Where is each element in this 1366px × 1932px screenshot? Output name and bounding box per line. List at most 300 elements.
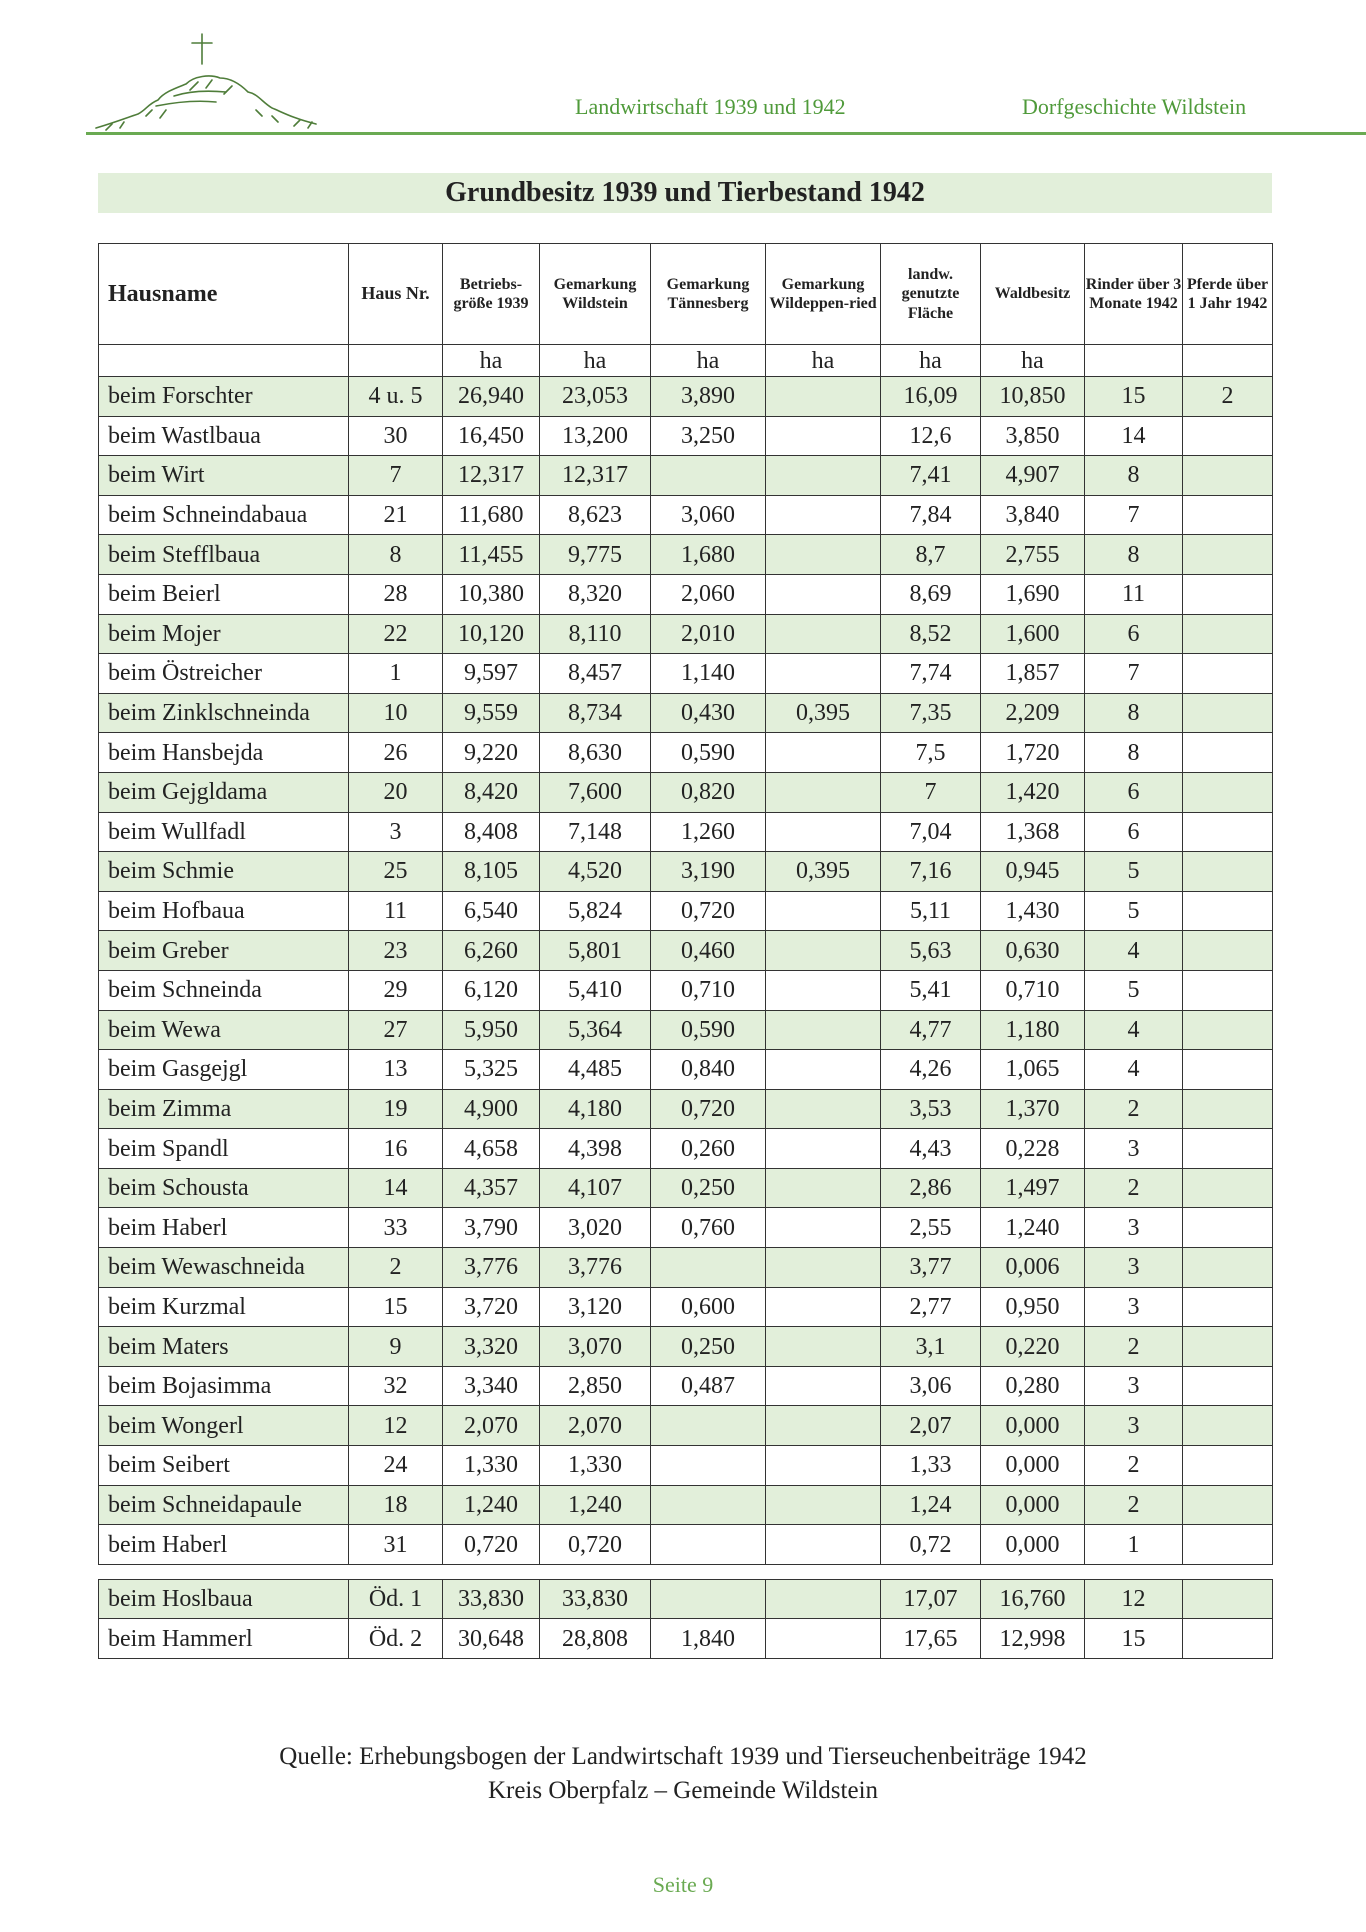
table-cell: 20: [349, 772, 443, 812]
table-cell: 3,320: [443, 1327, 540, 1367]
table-cell: 5,11: [881, 891, 981, 931]
table-cell: 8,7: [881, 535, 981, 575]
table-cell: 1,840: [651, 1619, 766, 1659]
table-cell: 0,395: [766, 693, 881, 733]
house-name-cell: beim Haberl: [99, 1525, 349, 1565]
table-row: [99, 1248, 1273, 1288]
table-cell: 17,65: [881, 1619, 981, 1659]
table-cell: 16,450: [443, 416, 540, 456]
table-cell: 1,368: [981, 812, 1085, 852]
table-cell: 0,250: [651, 1327, 766, 1367]
table-cell: 0,006: [981, 1248, 1085, 1288]
table-cell: 4,398: [540, 1129, 651, 1169]
table-cell: 4,26: [881, 1050, 981, 1090]
table-cell: 1,180: [981, 1010, 1085, 1050]
table-cell: 7,35: [881, 693, 981, 733]
house-name-cell: beim Schneidapaule: [99, 1485, 349, 1525]
table-row: [99, 1485, 1273, 1525]
table-cell: 15: [1085, 377, 1183, 417]
table-cell: 10,850: [981, 377, 1085, 417]
table-cell: 0,395: [766, 852, 881, 892]
table-cell: [1183, 614, 1273, 654]
table-cell: [1183, 970, 1273, 1010]
table-cell: 0,720: [443, 1525, 540, 1565]
table-cell: 1,33: [881, 1446, 981, 1486]
table-cell: 4,180: [540, 1089, 651, 1129]
table-cell: 3: [1085, 1248, 1183, 1288]
hilltop-cross-logo-icon: [86, 30, 326, 136]
table-cell: 0,228: [981, 1129, 1085, 1169]
table-cell: [766, 891, 881, 931]
table-cell: 1,720: [981, 733, 1085, 773]
table-cell: 1,370: [981, 1089, 1085, 1129]
table-row: [99, 1327, 1273, 1367]
table-cell: 5: [1085, 852, 1183, 892]
table-cell: 0,710: [981, 970, 1085, 1010]
table-cell: [766, 1525, 881, 1565]
table-cell: [1183, 1366, 1273, 1406]
house-name-cell: beim Forschter: [99, 377, 349, 417]
table-cell: 3: [1085, 1287, 1183, 1327]
units-row: [99, 345, 1273, 377]
table-cell: [766, 1129, 881, 1169]
column-header: Betriebs-größe 1939: [443, 244, 540, 345]
table-cell: [766, 931, 881, 971]
table-cell: 8,320: [540, 574, 651, 614]
house-name-cell: beim Stefflbaua: [99, 535, 349, 575]
table-cell: 1: [349, 654, 443, 694]
table-cell: 2: [1085, 1089, 1183, 1129]
table-cell: [651, 1579, 766, 1619]
table-cell: [1183, 1406, 1273, 1446]
table-cell: 0,280: [981, 1366, 1085, 1406]
unit-cell: ha: [981, 345, 1085, 377]
table-cell: 2: [1183, 377, 1273, 417]
gap-cell: [99, 1564, 1273, 1579]
table-cell: 8,457: [540, 654, 651, 694]
table-cell: [1183, 891, 1273, 931]
table-cell: [766, 377, 881, 417]
table-cell: 4,107: [540, 1168, 651, 1208]
table-cell: 0,720: [651, 1089, 766, 1129]
table-cell: 5,325: [443, 1050, 540, 1090]
table-cell: 3,850: [981, 416, 1085, 456]
table-cell: 0,000: [981, 1406, 1085, 1446]
table-cell: 21: [349, 495, 443, 535]
table-cell: 1: [1085, 1525, 1183, 1565]
table-cell: [1183, 416, 1273, 456]
table-cell: 13: [349, 1050, 443, 1090]
table-cell: 3: [1085, 1208, 1183, 1248]
table-cell: 7,41: [881, 456, 981, 496]
table-cell: 7,5: [881, 733, 981, 773]
house-name-cell: beim Wongerl: [99, 1406, 349, 1446]
table-cell: [1183, 1208, 1273, 1248]
table-body: [99, 377, 1273, 1659]
table-cell: [766, 416, 881, 456]
table-cell: 26: [349, 733, 443, 773]
table-cell: 3,070: [540, 1327, 651, 1367]
table-cell: [766, 1168, 881, 1208]
table-cell: 3,720: [443, 1287, 540, 1327]
source-note: [0, 1740, 1366, 1808]
table-cell: [766, 1579, 881, 1619]
table-cell: 7,600: [540, 772, 651, 812]
table-row: [99, 1619, 1273, 1659]
table-cell: [766, 1287, 881, 1327]
table-cell: 16,760: [981, 1579, 1085, 1619]
column-header: Rinder über 3 Monate 1942: [1085, 244, 1183, 345]
table-cell: 7,84: [881, 495, 981, 535]
house-name-cell: beim Schneindabaua: [99, 495, 349, 535]
table-cell: 8: [1085, 733, 1183, 773]
table-cell: 5,41: [881, 970, 981, 1010]
table-cell: 7,74: [881, 654, 981, 694]
table-cell: 2,010: [651, 614, 766, 654]
table-cell: 4,900: [443, 1089, 540, 1129]
header-divider: [86, 132, 1366, 135]
table-cell: 5,63: [881, 931, 981, 971]
table-cell: 4,77: [881, 1010, 981, 1050]
table-cell: 9: [349, 1327, 443, 1367]
table-row: [99, 1525, 1273, 1565]
table-cell: 3,060: [651, 495, 766, 535]
table-cell: 5,364: [540, 1010, 651, 1050]
page-number: Seite 9: [652, 1872, 714, 1897]
table-cell: 3,790: [443, 1208, 540, 1248]
table-cell: 0,600: [651, 1287, 766, 1327]
table-cell: Öd. 2: [349, 1619, 443, 1659]
column-header: Gemarkung Tännesberg: [651, 244, 766, 345]
table-cell: 22: [349, 614, 443, 654]
table-cell: 0,460: [651, 931, 766, 971]
table-cell: [766, 812, 881, 852]
column-header: Haus Nr.: [349, 244, 443, 345]
table-cell: 16,09: [881, 377, 981, 417]
table-row: [99, 772, 1273, 812]
table-cell: 3,776: [540, 1248, 651, 1288]
house-name-cell: beim Schneinda: [99, 970, 349, 1010]
table-row: [99, 891, 1273, 931]
table-cell: [1183, 535, 1273, 575]
table-cell: 5,410: [540, 970, 651, 1010]
table-cell: 2,07: [881, 1406, 981, 1446]
table-cell: 17,07: [881, 1579, 981, 1619]
table-cell: 0,720: [540, 1525, 651, 1565]
table-cell: [766, 1248, 881, 1288]
table-cell: 13,200: [540, 416, 651, 456]
table-cell: 3: [1085, 1366, 1183, 1406]
table-cell: 9,775: [540, 535, 651, 575]
unit-cell: ha: [540, 345, 651, 377]
table-cell: 12: [349, 1406, 443, 1446]
table-cell: [1183, 693, 1273, 733]
table-cell: 8,734: [540, 693, 651, 733]
table-cell: [766, 772, 881, 812]
table-cell: 33,830: [540, 1579, 651, 1619]
table-cell: 4: [1085, 1050, 1183, 1090]
table-cell: 2,070: [540, 1406, 651, 1446]
unit-cell: ha: [881, 345, 981, 377]
table-row: [99, 1446, 1273, 1486]
table-cell: 2: [1085, 1168, 1183, 1208]
table-cell: 4: [1085, 1010, 1183, 1050]
table-row: [99, 970, 1273, 1010]
table-cell: 8: [1085, 456, 1183, 496]
table-cell: [1183, 931, 1273, 971]
table-cell: 18: [349, 1485, 443, 1525]
house-name-cell: beim Wastlbaua: [99, 416, 349, 456]
table-cell: [766, 970, 881, 1010]
table-cell: [651, 1248, 766, 1288]
unit-cell: ha: [766, 345, 881, 377]
table-cell: 2,850: [540, 1366, 651, 1406]
source-line: Kreis Oberpfalz – Gemeinde Wildstein: [487, 1777, 879, 1804]
table-cell: 23,053: [540, 377, 651, 417]
table-cell: 1,330: [540, 1446, 651, 1486]
table-cell: 10: [349, 693, 443, 733]
house-name-cell: beim Seibert: [99, 1446, 349, 1486]
table-cell: [766, 654, 881, 694]
house-name-cell: beim Hoslbaua: [99, 1579, 349, 1619]
table-cell: 24: [349, 1446, 443, 1486]
table-row: [99, 416, 1273, 456]
table-cell: [766, 1050, 881, 1090]
table-cell: 7,04: [881, 812, 981, 852]
table-cell: [1183, 1010, 1273, 1050]
column-header: landw. genutzte Fläche: [881, 244, 981, 345]
house-name-cell: beim Spandl: [99, 1129, 349, 1169]
table-cell: 2: [1085, 1446, 1183, 1486]
table-cell: [766, 1619, 881, 1659]
table-cell: 11: [349, 891, 443, 931]
table-cell: 2: [349, 1248, 443, 1288]
table-cell: 3,190: [651, 852, 766, 892]
table-cell: 2,86: [881, 1168, 981, 1208]
table-cell: 6: [1085, 614, 1183, 654]
table-cell: 0,840: [651, 1050, 766, 1090]
table-cell: [1183, 1287, 1273, 1327]
table-cell: [651, 1446, 766, 1486]
house-name-cell: beim Beierl: [99, 574, 349, 614]
table-cell: [766, 456, 881, 496]
table-row: [99, 1050, 1273, 1090]
table-cell: 5,824: [540, 891, 651, 931]
table-cell: 30,648: [443, 1619, 540, 1659]
table-cell: [1183, 1129, 1273, 1169]
table-cell: 8,52: [881, 614, 981, 654]
table-cell: [651, 456, 766, 496]
table-cell: 1,240: [443, 1485, 540, 1525]
source-line: Quelle: Erhebungsbogen der Landwirtschaft 1939 und Tierseuchenbeiträge 1942: [279, 1743, 1087, 1770]
table-row: [99, 733, 1273, 773]
page-title: Grundbesitz 1939 und Tierbestand 1942: [98, 173, 1272, 213]
table-cell: 4,658: [443, 1129, 540, 1169]
table-cell: 10,380: [443, 574, 540, 614]
table-cell: 0,720: [651, 891, 766, 931]
table-cell: [1183, 852, 1273, 892]
table-cell: 8,630: [540, 733, 651, 773]
table-cell: 28: [349, 574, 443, 614]
table-cell: 0,590: [651, 1010, 766, 1050]
table-cell: 15: [349, 1287, 443, 1327]
table-cell: 1,140: [651, 654, 766, 694]
table-cell: [1183, 1248, 1273, 1288]
table-cell: 4,907: [981, 456, 1085, 496]
table-cell: 32: [349, 1366, 443, 1406]
table-cell: [1183, 772, 1273, 812]
unit-cell: [1183, 345, 1273, 377]
table-cell: [766, 1208, 881, 1248]
table-row: [99, 1089, 1273, 1129]
table-cell: 8,623: [540, 495, 651, 535]
table-cell: 3: [1085, 1129, 1183, 1169]
table-cell: 0,260: [651, 1129, 766, 1169]
table-row: [99, 812, 1273, 852]
table-row: [99, 852, 1273, 892]
table-cell: 1,24: [881, 1485, 981, 1525]
table-cell: 3,890: [651, 377, 766, 417]
table-cell: 0,000: [981, 1485, 1085, 1525]
column-header: Hausname: [99, 244, 349, 345]
table-cell: 8,408: [443, 812, 540, 852]
table-cell: 3,840: [981, 495, 1085, 535]
table-cell: [1183, 574, 1273, 614]
table-cell: 5,950: [443, 1010, 540, 1050]
table-cell: 5,801: [540, 931, 651, 971]
table-cell: 0,430: [651, 693, 766, 733]
table-cell: [766, 1446, 881, 1486]
table-cell: 8: [1085, 535, 1183, 575]
table-cell: [1183, 495, 1273, 535]
table-cell: 23: [349, 931, 443, 971]
table-cell: 14: [1085, 416, 1183, 456]
table-cell: [1183, 1168, 1273, 1208]
table-row: [99, 377, 1273, 417]
table-cell: Öd. 1: [349, 1579, 443, 1619]
table-cell: 28,808: [540, 1619, 651, 1659]
table-row: [99, 931, 1273, 971]
table-cell: 31: [349, 1525, 443, 1565]
table-cell: [1183, 456, 1273, 496]
table-cell: 7: [1085, 495, 1183, 535]
table-cell: [1183, 1579, 1273, 1619]
table-cell: 3,120: [540, 1287, 651, 1327]
table-cell: 2,77: [881, 1287, 981, 1327]
house-name-cell: beim Wirt: [99, 456, 349, 496]
table-cell: 15: [1085, 1619, 1183, 1659]
table-row: [99, 1287, 1273, 1327]
column-header: Waldbesitz: [981, 244, 1085, 345]
unit-cell: ha: [651, 345, 766, 377]
house-name-cell: beim Mojer: [99, 614, 349, 654]
table-cell: 27: [349, 1010, 443, 1050]
table-cell: 1,690: [981, 574, 1085, 614]
table-cell: [1183, 1089, 1273, 1129]
table-cell: 4 u. 5: [349, 377, 443, 417]
table-row: [99, 1208, 1273, 1248]
house-name-cell: beim Hammerl: [99, 1619, 349, 1659]
table-cell: 9,220: [443, 733, 540, 773]
table-cell: [651, 1525, 766, 1565]
table-cell: [1183, 1050, 1273, 1090]
table-cell: 3,06: [881, 1366, 981, 1406]
landholding-table: [98, 243, 1273, 1659]
table-cell: 0,250: [651, 1168, 766, 1208]
table-cell: [1183, 1327, 1273, 1367]
table-row: [99, 1129, 1273, 1169]
table-cell: [766, 614, 881, 654]
table-cell: 25: [349, 852, 443, 892]
house-name-cell: beim Wewa: [99, 1010, 349, 1050]
table-cell: [766, 1010, 881, 1050]
house-name-cell: beim Greber: [99, 931, 349, 971]
table-cell: 5: [1085, 891, 1183, 931]
table-header-row: [99, 244, 1273, 345]
table-cell: 0,487: [651, 1366, 766, 1406]
table-cell: 3,776: [443, 1248, 540, 1288]
table-cell: [1183, 812, 1273, 852]
table-cell: [1183, 1485, 1273, 1525]
table-cell: [766, 1485, 881, 1525]
table-cell: 6,120: [443, 970, 540, 1010]
table-row: [99, 1406, 1273, 1446]
table-cell: 2,060: [651, 574, 766, 614]
table-cell: 11,680: [443, 495, 540, 535]
table-cell: 7: [349, 456, 443, 496]
unit-cell: [349, 345, 443, 377]
table-cell: [766, 495, 881, 535]
house-name-cell: beim Maters: [99, 1327, 349, 1367]
table-cell: 2: [1085, 1327, 1183, 1367]
table-cell: 9,597: [443, 654, 540, 694]
table-cell: [766, 733, 881, 773]
table-row: [99, 1579, 1273, 1619]
table-cell: 12,998: [981, 1619, 1085, 1659]
table-cell: [651, 1485, 766, 1525]
table-row: [99, 614, 1273, 654]
house-name-cell: beim Zimma: [99, 1089, 349, 1129]
table-cell: 0,220: [981, 1327, 1085, 1367]
table-cell: 3,020: [540, 1208, 651, 1248]
house-name-cell: beim Haberl: [99, 1208, 349, 1248]
table-gap-row: [99, 1564, 1273, 1579]
table-row: [99, 1366, 1273, 1406]
table-cell: 8: [1085, 693, 1183, 733]
table-cell: 2: [1085, 1485, 1183, 1525]
table-cell: [766, 574, 881, 614]
table-cell: 8,69: [881, 574, 981, 614]
table-cell: [1183, 1619, 1273, 1659]
house-name-cell: beim Hansbejda: [99, 733, 349, 773]
table-cell: 0,000: [981, 1446, 1085, 1486]
house-name-cell: beim Schousta: [99, 1168, 349, 1208]
table-cell: 2,755: [981, 535, 1085, 575]
table-cell: 1,497: [981, 1168, 1085, 1208]
table-cell: 9,559: [443, 693, 540, 733]
table-row: [99, 1168, 1273, 1208]
table-row: [99, 654, 1273, 694]
table-cell: 1,430: [981, 891, 1085, 931]
table-cell: 6: [1085, 772, 1183, 812]
house-name-cell: beim Schmie: [99, 852, 349, 892]
table-cell: [766, 535, 881, 575]
house-name-cell: beim Gasgejgl: [99, 1050, 349, 1090]
unit-cell: ha: [443, 345, 540, 377]
table-cell: 0,630: [981, 931, 1085, 971]
house-name-cell: beim Wullfadl: [99, 812, 349, 852]
column-header: Pferde über 1 Jahr 1942: [1183, 244, 1273, 345]
